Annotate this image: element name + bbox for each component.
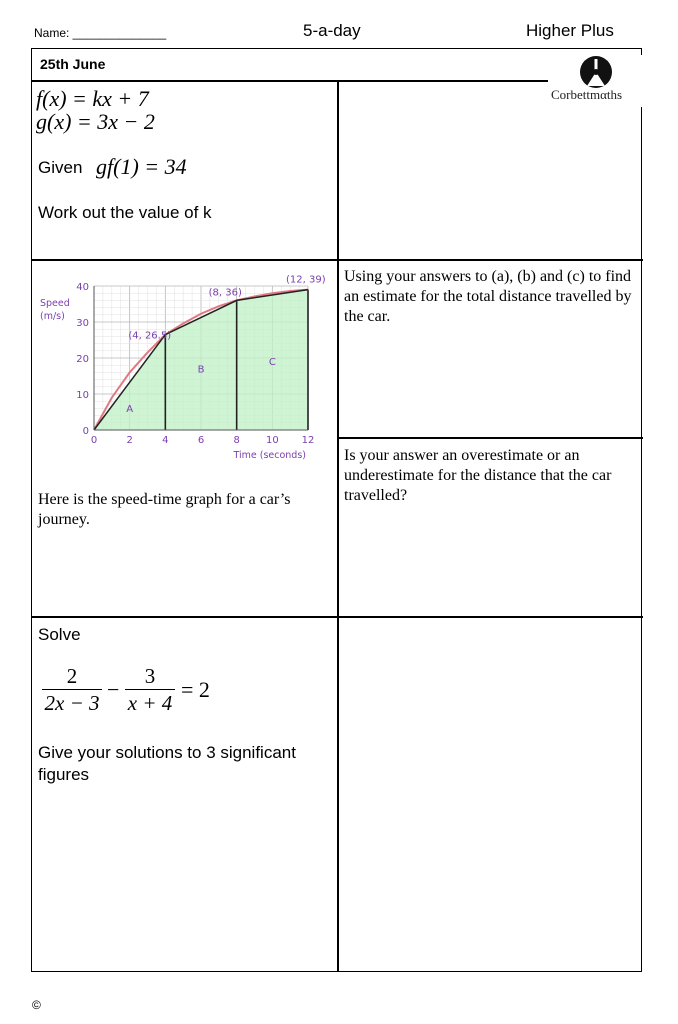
speed-time-chart	[33, 262, 333, 472]
q1-function-f: f(x) = kx + 7	[36, 86, 149, 111]
x-tick-label: 8	[233, 435, 240, 446]
q2-part-d-text: Using your answers to (a), (b) and (c) to find an estimate for the total distance travelled by the car.	[344, 268, 632, 325]
q2-part-e-text: Is your answer an overestimate or an underestimate for the distance that the car travelled?	[344, 447, 612, 504]
x-tick-label: 12	[301, 435, 315, 446]
q1-function-g: g(x) = 3x − 2	[36, 109, 155, 134]
q1-given-label: Given	[38, 158, 83, 177]
worksheet-date: 25th June	[40, 56, 106, 72]
level-label: Higher Plus	[526, 21, 614, 40]
q3-minus-sign: −	[107, 677, 120, 702]
y-axis-label-line2: (m/s)	[40, 311, 65, 322]
q3-fraction-1	[42, 663, 102, 716]
logo-text: Corbettmαths	[551, 87, 623, 102]
q2-description: Here is the speed-time graph for a car’s journey.	[38, 491, 291, 528]
y-tick-label: 20	[76, 354, 89, 365]
q3-fraction-1-denominator: 2x − 3	[42, 689, 102, 716]
point-coordinate-label: (8, 36)	[208, 287, 242, 299]
point-coordinate-label: (12, 39)	[286, 274, 326, 286]
x-axis-label: Time (seconds)	[233, 450, 306, 461]
center-column-divider	[337, 80, 339, 972]
region-label: C	[268, 357, 276, 369]
q3-instruction: Give your solutions to 3 significant figures	[38, 743, 296, 784]
y-tick-label: 40	[76, 282, 89, 293]
copyright-notice: ©	[32, 998, 41, 1012]
q3-fraction-2	[125, 663, 175, 716]
point-coordinate-label: (4, 26.5)	[128, 330, 172, 342]
y-axis-label-line1: Speed	[40, 298, 70, 309]
q3-fraction-2-numerator: 3	[144, 664, 156, 688]
x-tick-label: 10	[265, 435, 279, 446]
date-row-divider	[32, 80, 550, 82]
row-divider-part-e	[337, 437, 643, 439]
q3-fraction-1-numerator: 2	[66, 664, 78, 688]
x-tick-label: 6	[197, 435, 205, 446]
q1-given-expression: gf(1) = 34	[96, 154, 187, 179]
worksheet-title: 5-a-day	[303, 21, 361, 40]
q3-right-hand-side: = 2	[181, 677, 210, 702]
q3-solve-label: Solve	[38, 625, 81, 644]
q3-fraction-2-denominator: x + 4	[125, 689, 175, 716]
region-label: A	[126, 404, 134, 415]
x-tick-label: 2	[126, 435, 133, 446]
y-tick-label: 0	[82, 426, 89, 437]
row-divider-2	[32, 616, 643, 618]
y-tick-label: 30	[76, 318, 89, 329]
row-divider-1	[32, 259, 643, 261]
q1-instruction: Work out the value of k	[38, 203, 212, 222]
x-tick-label: 4	[162, 435, 169, 446]
name-field-label: Name: ______________	[34, 26, 167, 40]
region-label: B	[197, 364, 205, 376]
y-tick-label: 10	[76, 390, 89, 401]
x-tick-label: 0	[90, 435, 98, 446]
